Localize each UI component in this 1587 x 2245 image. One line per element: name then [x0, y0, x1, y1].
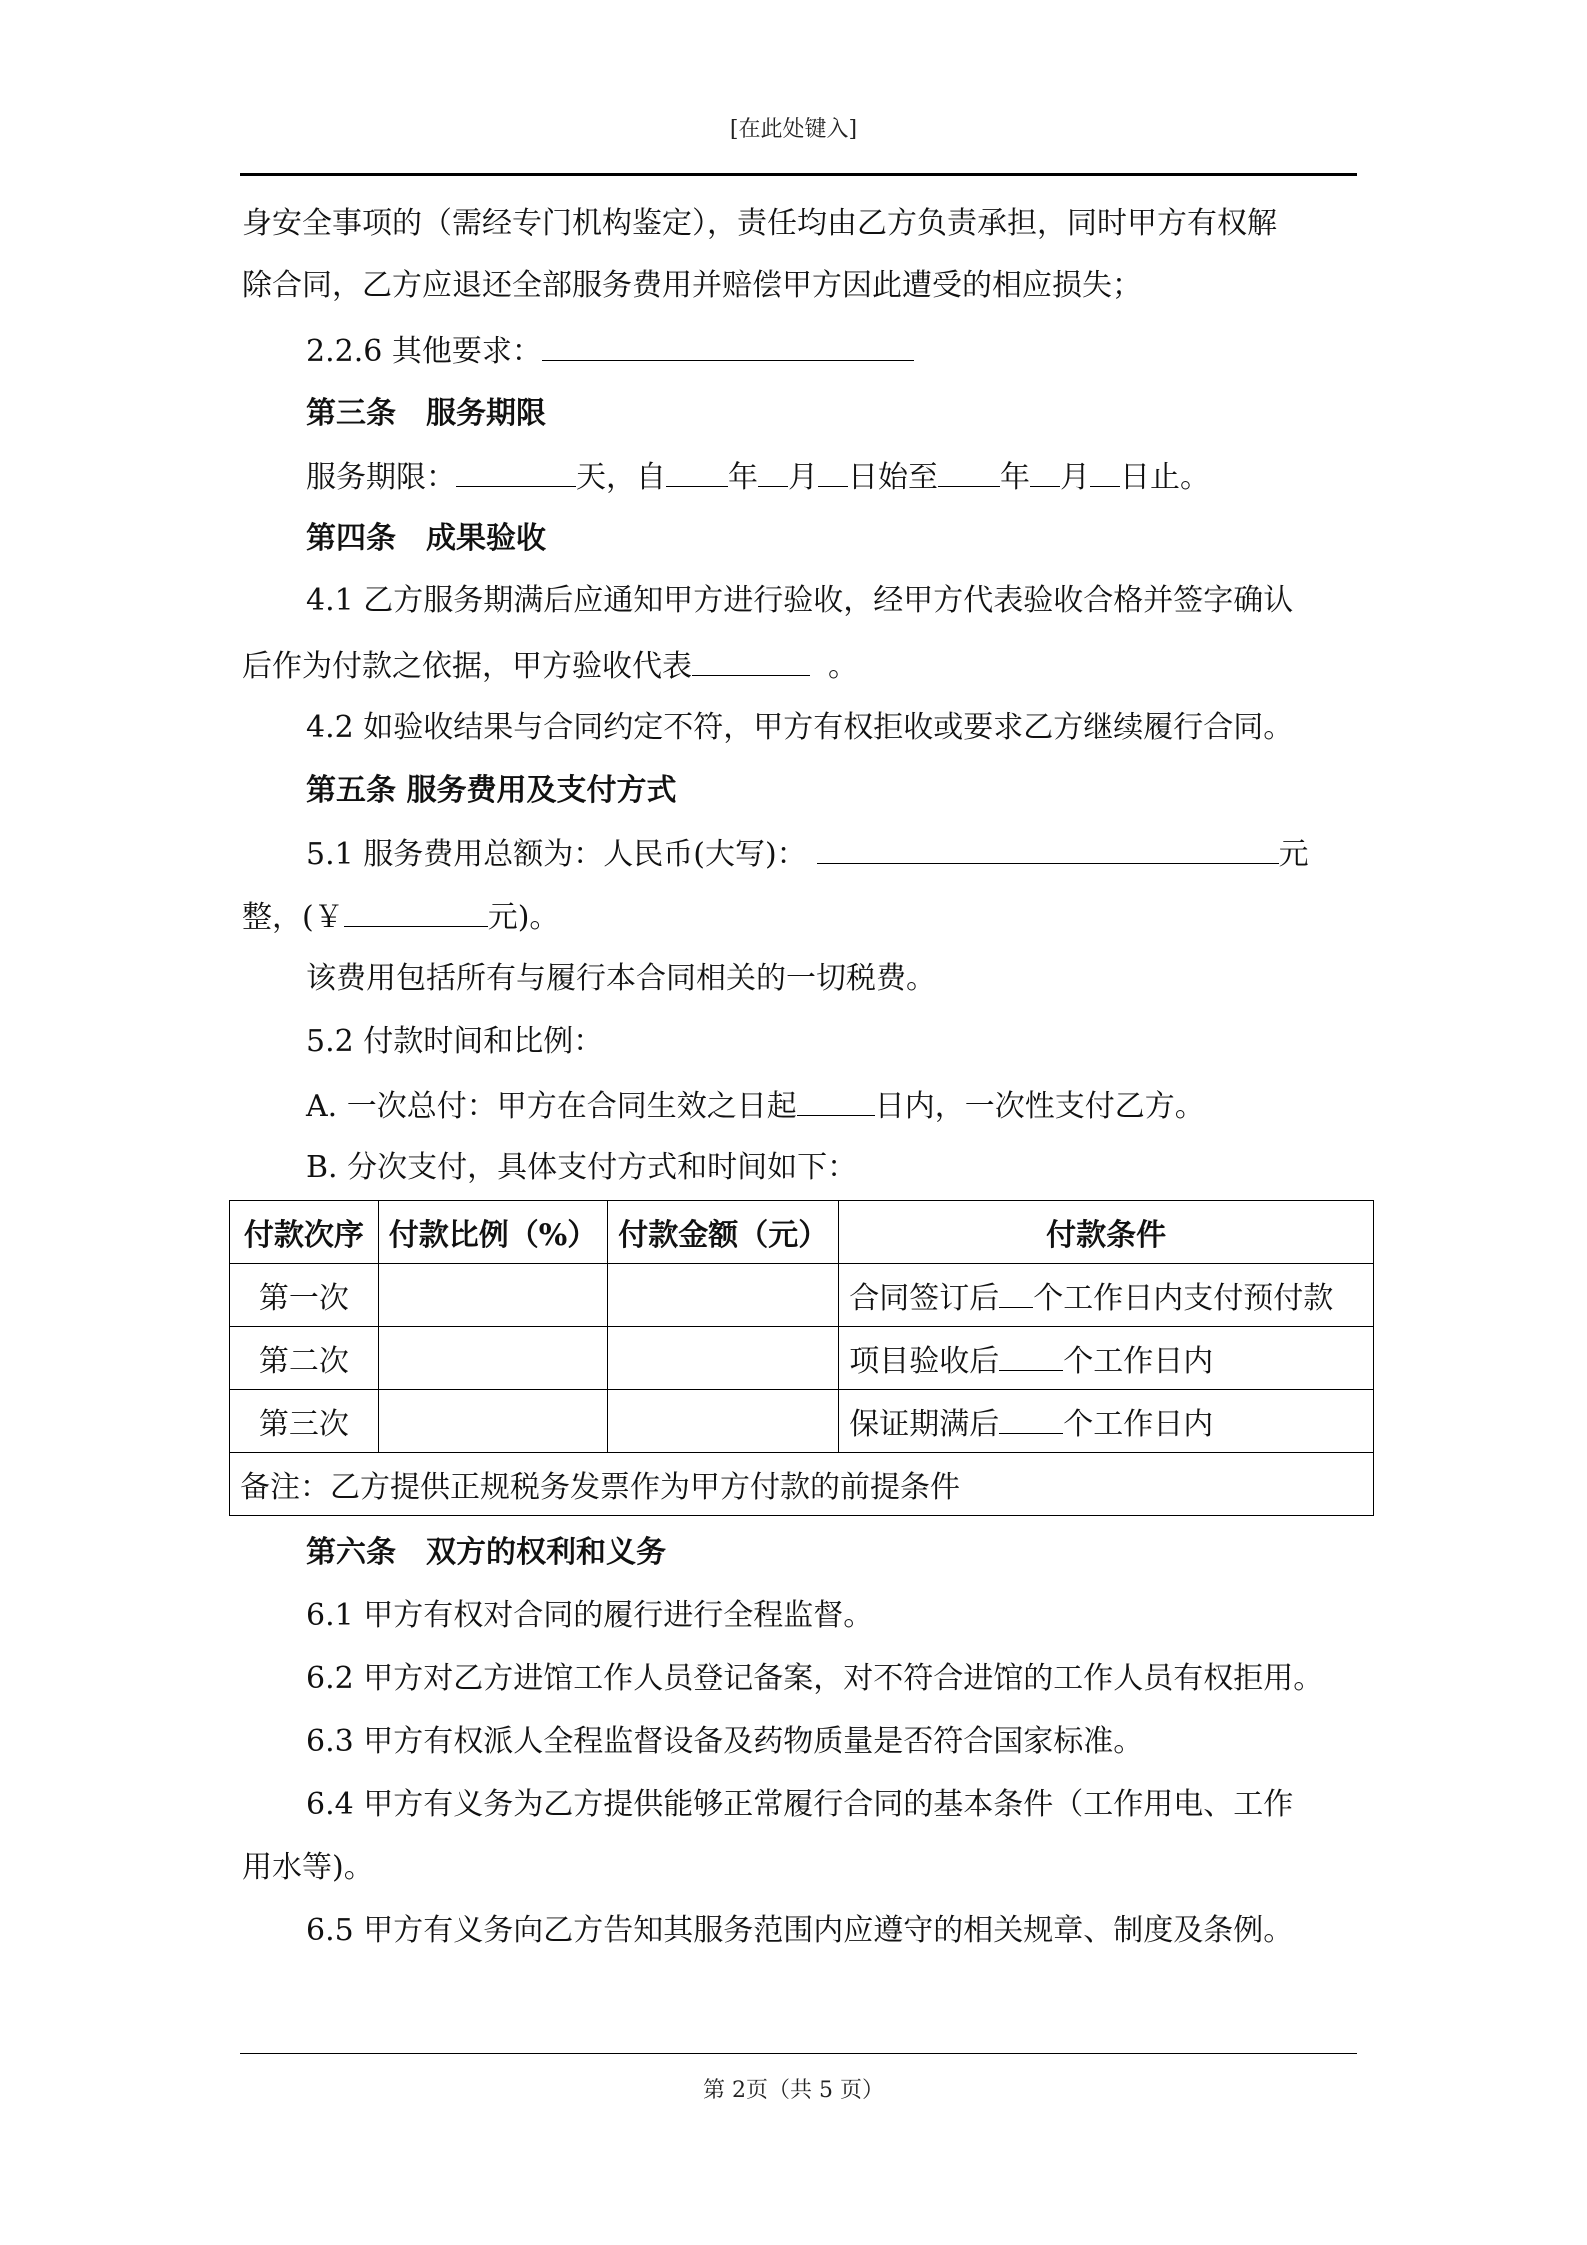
- start-year-blank[interactable]: [666, 456, 728, 487]
- payment-condition-cell: [839, 1327, 1374, 1390]
- other-requirements-line: [306, 330, 914, 372]
- payment-ratio-cell[interactable]: [378, 1327, 608, 1390]
- fee-amount-blank[interactable]: [344, 896, 488, 927]
- condition-days-blank[interactable]: [999, 1403, 1063, 1434]
- lump-sum-days-blank[interactable]: [797, 1085, 875, 1116]
- acceptance-rep-blank[interactable]: [692, 645, 810, 676]
- column-header: 付款条件: [839, 1201, 1374, 1264]
- paragraph-line: B. 分次支付，具体支付方式和时间如下：: [306, 1150, 858, 1185]
- payment-schedule-table: [229, 1200, 1374, 1516]
- term-label: 服务期限：: [306, 460, 456, 495]
- condition-days-blank[interactable]: [999, 1277, 1033, 1308]
- condition-days-blank[interactable]: [999, 1340, 1063, 1371]
- end-year-blank[interactable]: [938, 456, 1000, 487]
- table-row: [230, 1327, 1374, 1390]
- payment-ratio-cell[interactable]: [378, 1390, 608, 1453]
- paragraph-line: 除合同，乙方应退还全部服务费用并赔偿甲方因此遭受的相应损失；: [242, 268, 1142, 303]
- article-5-heading: 第五条 服务费用及支付方式: [306, 773, 677, 808]
- paragraph-line: 6.2 甲方对乙方进馆工作人员登记备案，对不符合进馆的工作人员有权拒用。: [306, 1661, 1324, 1696]
- payment-amount-cell[interactable]: [608, 1390, 839, 1453]
- article-4-heading: 第四条 成果验收: [306, 521, 546, 556]
- paragraph-line: 6.4 甲方有义务为乙方提供能够正常履行合同的基本条件（工作用电、工作: [306, 1787, 1294, 1822]
- condition-text: 项目验收后: [849, 1344, 1000, 1379]
- paragraph-line: 用水等)。: [242, 1850, 374, 1885]
- term-text: 年: [1000, 460, 1030, 495]
- paragraph-line: 6.3 甲方有权派人全程监督设备及药物质量是否符合国家标准。: [306, 1724, 1144, 1759]
- term-text: 月: [788, 460, 818, 495]
- footer-divider: [240, 2053, 1357, 2054]
- term-text: 天，自: [576, 460, 666, 495]
- column-header: 付款金额（元）: [608, 1201, 839, 1264]
- paragraph-line: 6.1 甲方有权对合同的履行进行全程监督。: [306, 1598, 874, 1633]
- start-month-blank[interactable]: [758, 456, 788, 487]
- table-note-row: [230, 1453, 1374, 1516]
- term-text: 月: [1060, 460, 1090, 495]
- other-requirements-blank[interactable]: [542, 330, 914, 361]
- clause-text: A. 一次总付：甲方在合同生效之日起: [306, 1089, 797, 1124]
- condition-text: 个工作日内: [1063, 1344, 1214, 1379]
- payment-condition-cell: [839, 1264, 1374, 1327]
- acceptance-rep-line: [242, 645, 858, 687]
- payment-ratio-cell[interactable]: [378, 1264, 608, 1327]
- service-term-line: [306, 456, 1210, 498]
- condition-text: 保证期满后: [849, 1407, 1000, 1442]
- condition-text: 个工作日内: [1063, 1407, 1214, 1442]
- payment-order-cell: 第一次: [230, 1264, 379, 1327]
- paragraph-line: 4.2 如验收结果与合同约定不符，甲方有权拒收或要求乙方继续履行合同。: [306, 710, 1294, 745]
- end-day-blank[interactable]: [1090, 456, 1120, 487]
- paragraph-line: 该费用包括所有与履行本合同相关的一切税费。: [306, 961, 936, 996]
- payment-amount-cell[interactable]: [608, 1264, 839, 1327]
- end-month-blank[interactable]: [1030, 456, 1060, 487]
- term-text: 日始至: [848, 460, 938, 495]
- article-3-heading: 第三条 服务期限: [306, 396, 546, 431]
- fee-amount-line: [242, 896, 559, 938]
- clause-label: 2.2.6 其他要求：: [306, 334, 542, 369]
- column-header: 付款比例（%）: [378, 1201, 608, 1264]
- fee-uppercase-blank[interactable]: [817, 833, 1279, 864]
- paragraph-line: 6.5 甲方有义务向乙方告知其服务范围内应遵守的相关规章、制度及条例。: [306, 1913, 1294, 1948]
- paragraph-line: 5.2 付款时间和比例：: [306, 1024, 604, 1059]
- article-6-heading: 第六条 双方的权利和义务: [306, 1535, 666, 1570]
- clause-text: 整，(￥: [242, 900, 344, 935]
- condition-text: 合同签订后: [849, 1281, 1000, 1316]
- condition-text: 个工作日内支付预付款: [1033, 1281, 1334, 1316]
- page-footer: 第 2页（共 5 页）: [703, 2078, 884, 2103]
- table-header-row: [230, 1201, 1374, 1264]
- term-text: 日止。: [1120, 460, 1210, 495]
- table-note: 备注：乙方提供正规税务发票作为甲方付款的前提条件: [230, 1453, 1374, 1516]
- page-header: [在此处键入]: [729, 117, 858, 142]
- clause-text: 日内，一次性支付乙方。: [874, 1089, 1205, 1124]
- paragraph-line: 身安全事项的（需经专门机构鉴定），责任均由乙方负责承担，同时甲方有权解: [242, 206, 1277, 241]
- paragraph-line: 4.1 乙方服务期满后应通知甲方进行验收，经甲方代表验收合格并签字确认: [306, 583, 1294, 618]
- clause-text: 5.1 服务费用总额为：人民币(大写)：: [306, 837, 807, 872]
- lump-sum-line: [306, 1085, 1205, 1127]
- term-text: 年: [728, 460, 758, 495]
- clause-text: 后作为付款之依据，甲方验收代表: [242, 649, 692, 684]
- header-divider: [240, 173, 1357, 176]
- column-header: 付款次序: [230, 1201, 379, 1264]
- table-row: [230, 1264, 1374, 1327]
- clause-text: 。: [828, 649, 858, 684]
- payment-condition-cell: [839, 1390, 1374, 1453]
- payment-amount-cell[interactable]: [608, 1327, 839, 1390]
- clause-text: 元)。: [487, 900, 560, 935]
- fee-total-line: [306, 833, 1309, 875]
- clause-text: 元: [1278, 837, 1309, 872]
- days-blank[interactable]: [456, 456, 576, 487]
- payment-order-cell: 第二次: [230, 1327, 379, 1390]
- payment-order-cell: 第三次: [230, 1390, 379, 1453]
- start-day-blank[interactable]: [818, 456, 848, 487]
- table-row: [230, 1390, 1374, 1453]
